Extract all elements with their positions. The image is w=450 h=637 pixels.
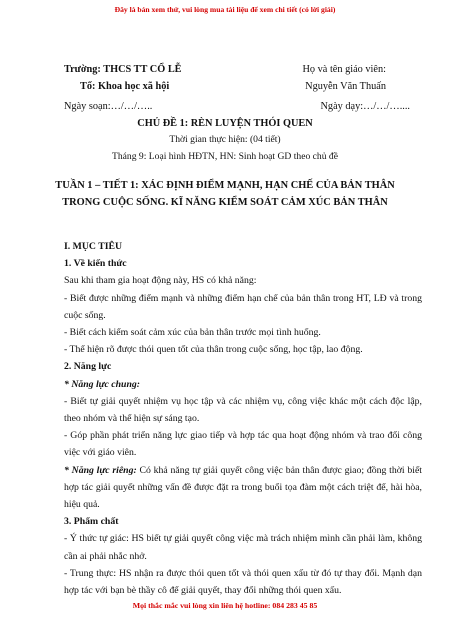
- general-competence-item: - Biết tự giải quyết nhiệm vụ học tập và các nhiệm vụ, công việc khác một cách độc lập, theo nhóm và thể hiện sự sáng tạo.: [64, 395, 422, 425]
- quality-item: - Trung thực: HS nhận ra được thói quen tốt và thói quen xấu từ đó tự thay đổi. Mạnh dạn hợp tác với bạn bè thầy cô để giải quyết, thay đổi những thói quen xấu.: [64, 567, 422, 597]
- quality-item: - Ý thức tự giác: HS biết tự giải quyết công việc mà trách nhiệm mình cần phải làm, không cần ai phải nhắc nhở.: [64, 533, 422, 562]
- week-title: TUẦN 1 – TIẾT 1: XÁC ĐỊNH ĐIỂM MẠNH, HẠN CHẾ CỦA BẢN THÂN TRONG CUỘC SỐNG. KĨ NĂNG KIỂM SOÁT CẢM XÚC BẢN THÂN: [55, 180, 395, 208]
- general-competence-heading: * Năng lực chung:: [64, 378, 140, 390]
- knowledge-intro: Sau khi tham gia hoạt động này, HS có khả năng:: [64, 275, 257, 287]
- section-heading: I. MỤC TIÊU: [64, 241, 123, 252]
- teacher-name: Nguyễn Văn Thuấn: [305, 81, 386, 92]
- school-name: Trường: THCS TT CỔ LỄ: [64, 64, 182, 75]
- specific-competence-text: Có khả năng tự giải quyết công việc bản thân được giao; đồng thời biết hợp tác giải quyết những vấn đề được đặt ra trong buổi tọa đàm một cách triệt để, hài hòa, hiệu quả.: [64, 464, 422, 511]
- knowledge-item: - Thể hiện rõ được thói quen tốt của thân trong cuộc sống, học tập, lao động.: [64, 344, 363, 356]
- competence-heading: 2. Năng lực: [64, 361, 112, 373]
- hotline-footer: Mọi thắc mắc vui lòng xin liên hệ hotline: 084 283 45 85: [132, 601, 318, 610]
- quality-heading: 3. Phẩm chất: [64, 516, 119, 528]
- knowledge-item: - Biết cách kiểm soát cảm xúc của bản thân trước mọi tình huống.: [64, 327, 321, 339]
- department-name: Tổ: Khoa học xã hội: [80, 81, 170, 92]
- teacher-label: Họ và tên giáo viên:: [302, 64, 386, 75]
- topic-duration: Thời gian thực hiện: (04 tiết): [169, 134, 281, 145]
- knowledge-heading: 1. Về kiến thức: [64, 258, 127, 270]
- topic-month: Tháng 9: Loại hình HĐTN, HN: Sinh hoạt GD theo chủ đề: [112, 151, 338, 162]
- topic-title: CHỦ ĐỀ 1: RÈN LUYỆN THÓI QUEN: [137, 118, 313, 129]
- date-prepared: Ngày soạn:…/…/…..: [64, 101, 153, 112]
- knowledge-item: - Biết được những điểm mạnh và những điểm hạn chế của bản thân trong HT, LĐ và trong cuộc sống.: [64, 292, 422, 321]
- specific-competence-paragraph: [64, 462, 422, 514]
- specific-competence-heading: * Năng lực riêng:: [64, 464, 137, 476]
- lesson-body: [64, 238, 422, 599]
- date-taught: Ngày dạy:…/…/…....: [320, 101, 410, 112]
- preview-banner: Đây là bản xem thử, vui lòng mua tài liệu để xem chi tiết (có lời giải): [114, 5, 336, 14]
- general-competence-item: - Góp phần phát triển năng lực giao tiếp và hợp tác qua hoạt động nhóm và trao đổi công việc với giáo viên.: [64, 430, 422, 459]
